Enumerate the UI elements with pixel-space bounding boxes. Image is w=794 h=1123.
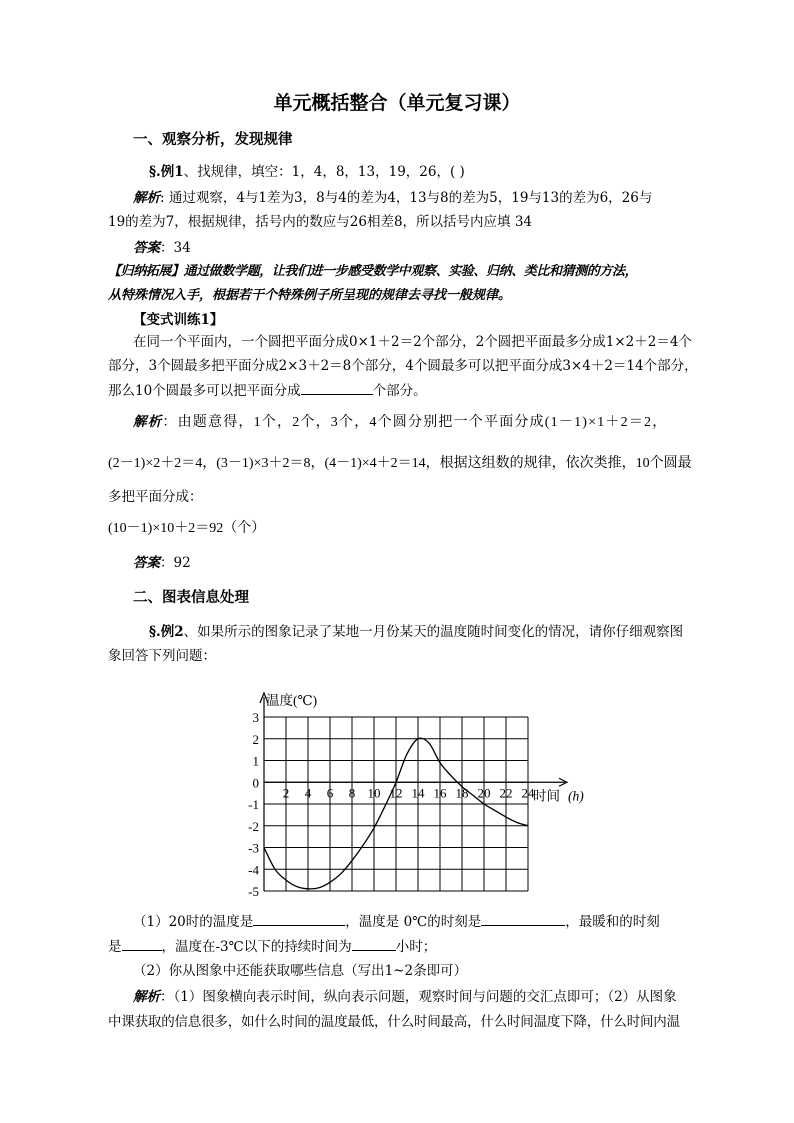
- example-2-analysis-text-1: ：（1）图象横向表示时间，纵向表示问题，观察时间与问题的交汇点即可；（2）从图象: [160, 989, 677, 1005]
- question-1-line-1: [133, 911, 660, 932]
- x-tick-label: 8: [348, 785, 356, 801]
- question-1-line-2: [108, 936, 436, 957]
- variant-line-1: 在同一个平面内，一个圆把平面分成0×1＋2＝2个部分，2个圆把平面最多分成1×2＋2＝4个: [133, 334, 692, 350]
- q1-blank-temp-20h[interactable]: [253, 911, 345, 926]
- analysis-1-line2: 19的差为7，根据规律，括号内的数应与26相差8，所以括号内应填 34: [108, 214, 533, 230]
- example-1-text: 、找规律，填空：1，4，8，13，19，26，( ): [183, 164, 465, 180]
- x-tick-label: 18: [455, 785, 469, 801]
- y-tick-label: -4: [248, 862, 259, 878]
- y-tick-label: -2: [248, 818, 259, 834]
- variant-line-3-b: 个部分。: [372, 383, 427, 399]
- x-tick-label: 4: [304, 785, 312, 801]
- x-axis-unit: (h): [568, 788, 584, 804]
- y-tick-label: 1: [252, 753, 259, 769]
- section-2-heading: 二、图表信息处理: [133, 590, 249, 606]
- summary-line-2: 从特殊情况入手，根据若干个特殊例子所呈现的规律去寻找一般规律。: [108, 288, 512, 303]
- q1-part-c: ，最暖和的时刻: [565, 914, 660, 930]
- variant-analysis-text-1: ：由题意得，1个，2个，3个，4个圆分别把一个平面分成(1－1)×1＋2＝2，: [162, 415, 668, 430]
- question-2: （2）你从图象中还能获取哪些信息（写出1~2条即可）: [133, 963, 468, 979]
- variant-answer-label: 答案: [133, 555, 160, 571]
- x-tick-label: 12: [389, 785, 403, 801]
- section-1-heading: 一、观察分析，发现规律: [133, 132, 293, 148]
- y-tick-label: -1: [248, 797, 259, 812]
- example-2-text-1: 、如果所示的图象记录了某地一月份某天的温度随时间变化的情况，请你仔细观察图: [183, 624, 684, 640]
- q1-part-f: 小时；: [395, 939, 437, 955]
- x-tick-label: 10: [367, 785, 381, 801]
- example-2-marker: §.例2: [149, 624, 184, 640]
- page-title: 单元概括整合（单元复习课）: [273, 92, 521, 114]
- chart-grid: [264, 717, 528, 891]
- variant-line-2: 部分，3个圆最多把平面分成2×3＋2＝8个部分，4个圆最多可以把平面分成3×4＋2＝14个部分，: [108, 358, 698, 374]
- y-axis-label: 温度(℃): [266, 693, 318, 708]
- variant-analysis-line-2: (2－1)×2＋2＝4，(3－1)×3＋2＝8，(4－1)×4＋2＝14，根据这组数的规律，依次类推，10个圆最: [108, 456, 692, 471]
- x-tick-label: 6: [326, 785, 334, 801]
- variant-analysis-line-3: 多把平面分成：: [108, 489, 203, 505]
- example-2-analysis-label: 解析: [133, 989, 160, 1005]
- variant-line-3-a: 那么10个圆最多可以把平面分成: [108, 383, 301, 399]
- y-tick-label: -5: [248, 884, 259, 899]
- example-2-analysis-line-2: 中课获取的信息很多，如什么时间的温度最低，什么时间最高，什么时间温度下降，什么时间内温: [108, 1014, 680, 1030]
- analysis-label: 解析: [133, 190, 160, 206]
- answer-value: ：34: [160, 240, 191, 256]
- variant-label: 【变式训练1】: [133, 312, 224, 328]
- x-tick-label: 2: [282, 785, 290, 801]
- example-1-marker: §.例1: [149, 164, 184, 180]
- x-tick-label: 16: [433, 785, 447, 801]
- summary-line-1: 【归纳拓展】通过做数学题，让我们进一步感受数学中观察、实验、归纳、类比和猜测的方法，: [108, 264, 638, 279]
- analysis-text-1: : 通过观察，4与1差为3，8与4的差为4，13与8的差为5，19与13的差为6，26与: [160, 190, 653, 206]
- q1-part-a: （1）20时的温度是: [133, 914, 254, 930]
- q1-blank-warmest[interactable]: [122, 936, 162, 951]
- y-tick-label: 0: [252, 775, 259, 791]
- example-2-line-2: 象回答下列问题：: [108, 648, 216, 664]
- y-tick-label: -3: [248, 840, 259, 856]
- x-tick-label: 22: [499, 785, 513, 801]
- x-tick-label: 14: [411, 785, 425, 801]
- x-tick-label: 24: [521, 785, 535, 801]
- variant-analysis-label: 解析: [133, 414, 163, 430]
- y-tick-label: 3: [252, 710, 259, 725]
- chart-labels: [248, 692, 584, 899]
- x-tick-label: 20: [477, 785, 491, 801]
- variant-answer-value: ：92: [160, 555, 191, 571]
- variant-formula: (10－1)×10＋2＝92（个）: [108, 521, 266, 536]
- q1-part-d: 是: [108, 939, 122, 955]
- q1-part-b: ，温度是 0℃的时刻是: [345, 914, 482, 930]
- q1-blank-duration[interactable]: [352, 936, 396, 951]
- q1-part-e: ，温度在-3℃以下的持续时间为: [161, 939, 352, 955]
- q1-blank-zero-time[interactable]: [481, 911, 565, 926]
- x-axis-label: 时间: [533, 788, 560, 804]
- answer-label: 答案: [133, 240, 160, 256]
- example-2-analysis-line-1: [133, 987, 677, 1007]
- y-tick-label: 2: [252, 731, 259, 747]
